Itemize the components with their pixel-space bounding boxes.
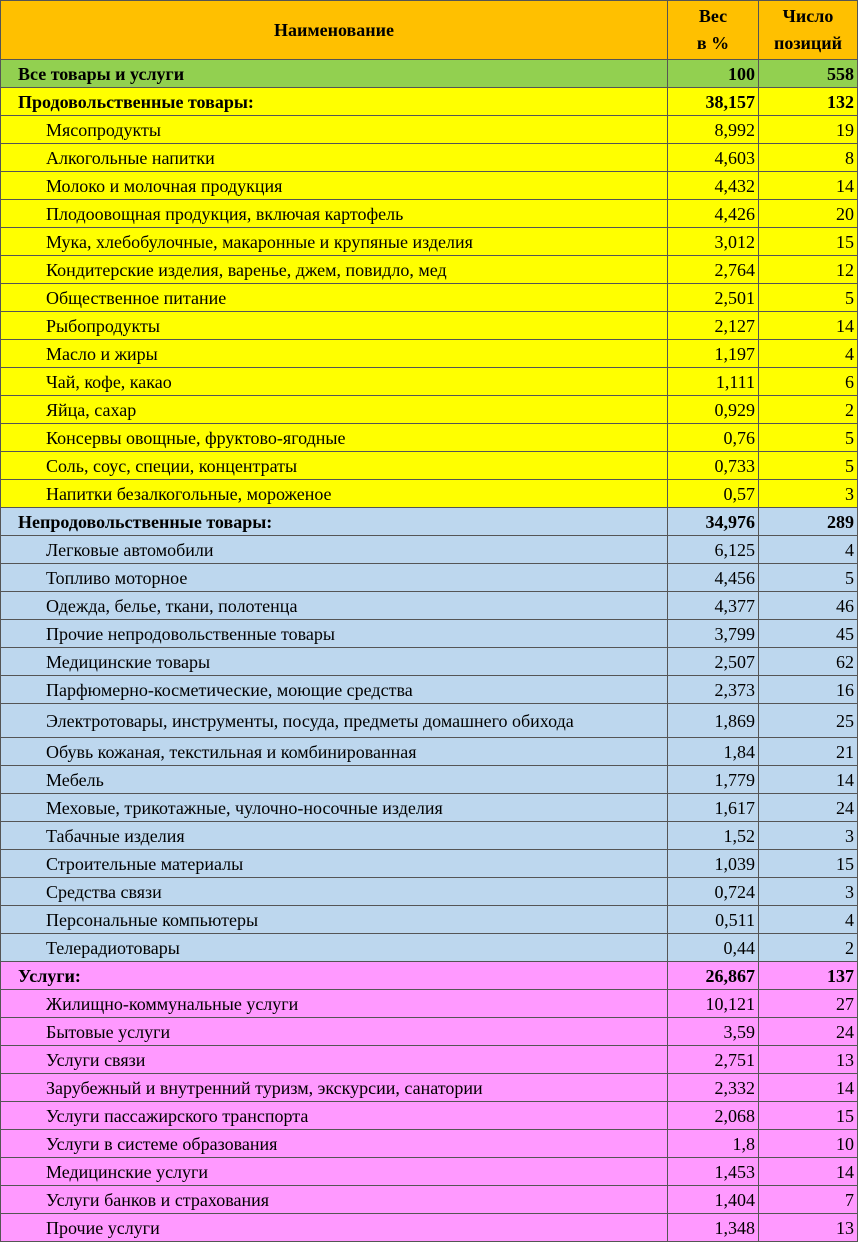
item-count: 13 <box>759 1046 858 1074</box>
header-weight-line2: в % <box>696 33 730 53</box>
item-name: Топливо моторное <box>1 564 668 592</box>
item-name: Соль, соус, специи, концентраты <box>1 452 668 480</box>
item-count: 16 <box>759 676 858 704</box>
item-name: Прочие услуги <box>1 1214 668 1242</box>
item-weight: 4,377 <box>668 592 759 620</box>
total-weight: 100 <box>668 60 759 88</box>
services-category-weight: 26,867 <box>668 962 759 990</box>
item-weight: 1,869 <box>668 704 759 738</box>
item-name: Телерадиотовары <box>1 934 668 962</box>
item-count: 8 <box>759 144 858 172</box>
item-weight: 4,603 <box>668 144 759 172</box>
item-name: Строительные материалы <box>1 850 668 878</box>
table-row <box>1 850 858 878</box>
item-count: 4 <box>759 906 858 934</box>
table-row <box>1 536 858 564</box>
item-count: 3 <box>759 878 858 906</box>
item-weight: 2,332 <box>668 1074 759 1102</box>
item-count: 6 <box>759 368 858 396</box>
table-row <box>1 1018 858 1046</box>
header-count <box>759 1 858 60</box>
item-name: Услуги связи <box>1 1046 668 1074</box>
services-category-count: 137 <box>759 962 858 990</box>
table-row <box>1 766 858 794</box>
total-row <box>1 60 858 88</box>
item-count: 5 <box>759 424 858 452</box>
table-row <box>1 704 858 738</box>
item-name: Консервы овощные, фруктово-ягодные <box>1 424 668 452</box>
table-row <box>1 424 858 452</box>
item-count: 62 <box>759 648 858 676</box>
item-count: 46 <box>759 592 858 620</box>
item-count: 24 <box>759 794 858 822</box>
table-row <box>1 1214 858 1242</box>
item-count: 13 <box>759 1214 858 1242</box>
nonfood-category-name: Непродовольственные товары: <box>1 508 668 536</box>
table-row <box>1 228 858 256</box>
item-count: 15 <box>759 228 858 256</box>
item-name: Парфюмерно-косметические, моющие средства <box>1 676 668 704</box>
item-name: Медицинские товары <box>1 648 668 676</box>
table-row <box>1 340 858 368</box>
item-weight: 1,348 <box>668 1214 759 1242</box>
table-row <box>1 1046 858 1074</box>
header-row <box>1 1 858 60</box>
item-weight: 1,197 <box>668 340 759 368</box>
item-count: 14 <box>759 1158 858 1186</box>
item-name: Зарубежный и внутренний туризм, экскурсии, санатории <box>1 1074 668 1102</box>
item-weight: 4,456 <box>668 564 759 592</box>
item-name: Плодоовощная продукция, включая картофель <box>1 200 668 228</box>
item-count: 7 <box>759 1186 858 1214</box>
item-name: Молоко и молочная продукция <box>1 172 668 200</box>
food-category-row <box>1 88 858 116</box>
item-weight: 2,068 <box>668 1102 759 1130</box>
table-row <box>1 676 858 704</box>
total-name: Все товары и услуги <box>1 60 668 88</box>
item-weight: 1,111 <box>668 368 759 396</box>
item-name: Легковые автомобили <box>1 536 668 564</box>
table-row <box>1 256 858 284</box>
table-row <box>1 284 858 312</box>
item-name: Прочие непродовольственные товары <box>1 620 668 648</box>
item-weight: 0,57 <box>668 480 759 508</box>
item-name: Общественное питание <box>1 284 668 312</box>
nonfood-category-weight: 34,976 <box>668 508 759 536</box>
item-name: Напитки безалкогольные, мороженое <box>1 480 668 508</box>
item-count: 15 <box>759 850 858 878</box>
header-weight <box>668 1 759 60</box>
item-name: Жилищно-коммунальные услуги <box>1 990 668 1018</box>
item-count: 27 <box>759 990 858 1018</box>
item-name: Одежда, белье, ткани, полотенца <box>1 592 668 620</box>
item-name: Кондитерские изделия, варенье, джем, повидло, мед <box>1 256 668 284</box>
table-row <box>1 1102 858 1130</box>
header-name: Наименование <box>1 1 668 60</box>
item-name: Медицинские услуги <box>1 1158 668 1186</box>
nonfood-category-row <box>1 508 858 536</box>
item-count: 10 <box>759 1130 858 1158</box>
table-row <box>1 906 858 934</box>
item-count: 2 <box>759 934 858 962</box>
item-count: 3 <box>759 480 858 508</box>
item-count: 5 <box>759 452 858 480</box>
item-count: 14 <box>759 172 858 200</box>
item-weight: 1,8 <box>668 1130 759 1158</box>
item-weight: 0,733 <box>668 452 759 480</box>
services-category-name: Услуги: <box>1 962 668 990</box>
item-name: Услуги пассажирского транспорта <box>1 1102 668 1130</box>
table-row <box>1 172 858 200</box>
item-count: 5 <box>759 284 858 312</box>
table-row <box>1 738 858 766</box>
table-row <box>1 990 858 1018</box>
food-category-name: Продовольственные товары: <box>1 88 668 116</box>
item-name: Чай, кофе, какао <box>1 368 668 396</box>
item-weight: 2,507 <box>668 648 759 676</box>
item-count: 14 <box>759 1074 858 1102</box>
item-count: 45 <box>759 620 858 648</box>
item-weight: 0,929 <box>668 396 759 424</box>
table-row <box>1 620 858 648</box>
item-name: Электротовары, инструменты, посуда, предметы домашнего обихода <box>1 704 668 738</box>
item-weight: 0,76 <box>668 424 759 452</box>
item-weight: 10,121 <box>668 990 759 1018</box>
header-weight-line1: Вес <box>698 6 728 26</box>
item-weight: 1,84 <box>668 738 759 766</box>
item-weight: 3,012 <box>668 228 759 256</box>
item-weight: 2,127 <box>668 312 759 340</box>
item-name: Бытовые услуги <box>1 1018 668 1046</box>
item-count: 5 <box>759 564 858 592</box>
item-name: Услуги банков и страхования <box>1 1186 668 1214</box>
item-name: Мебель <box>1 766 668 794</box>
item-name: Персональные компьютеры <box>1 906 668 934</box>
table-row <box>1 116 858 144</box>
item-name: Меховые, трикотажные, чулочно-носочные изделия <box>1 794 668 822</box>
item-name: Масло и жиры <box>1 340 668 368</box>
item-weight: 0,44 <box>668 934 759 962</box>
item-weight: 4,432 <box>668 172 759 200</box>
item-count: 4 <box>759 340 858 368</box>
item-count: 14 <box>759 766 858 794</box>
food-category-weight: 38,157 <box>668 88 759 116</box>
item-name: Услуги в системе образования <box>1 1130 668 1158</box>
table-row <box>1 1074 858 1102</box>
item-count: 24 <box>759 1018 858 1046</box>
table-row <box>1 396 858 424</box>
item-weight: 3,799 <box>668 620 759 648</box>
item-name: Алкогольные напитки <box>1 144 668 172</box>
item-count: 25 <box>759 704 858 738</box>
item-weight: 4,426 <box>668 200 759 228</box>
item-weight: 2,373 <box>668 676 759 704</box>
item-count: 4 <box>759 536 858 564</box>
table-row <box>1 368 858 396</box>
table-row <box>1 648 858 676</box>
item-count: 19 <box>759 116 858 144</box>
table-row <box>1 480 858 508</box>
table-row <box>1 1186 858 1214</box>
item-weight: 1,52 <box>668 822 759 850</box>
table-row <box>1 564 858 592</box>
table-row <box>1 1158 858 1186</box>
item-name: Обувь кожаная, текстильная и комбинированная <box>1 738 668 766</box>
item-weight: 3,59 <box>668 1018 759 1046</box>
table-row <box>1 452 858 480</box>
table-row <box>1 822 858 850</box>
nonfood-category-count: 289 <box>759 508 858 536</box>
table-row <box>1 592 858 620</box>
item-weight: 0,724 <box>668 878 759 906</box>
item-name: Средства связи <box>1 878 668 906</box>
item-weight: 2,751 <box>668 1046 759 1074</box>
item-weight: 1,404 <box>668 1186 759 1214</box>
item-name: Яйца, сахар <box>1 396 668 424</box>
item-weight: 0,511 <box>668 906 759 934</box>
item-count: 3 <box>759 822 858 850</box>
item-count: 15 <box>759 1102 858 1130</box>
item-name: Рыбопродукты <box>1 312 668 340</box>
item-count: 21 <box>759 738 858 766</box>
item-name: Табачные изделия <box>1 822 668 850</box>
item-weight: 1,617 <box>668 794 759 822</box>
item-weight: 2,501 <box>668 284 759 312</box>
item-weight: 1,039 <box>668 850 759 878</box>
item-weight: 8,992 <box>668 116 759 144</box>
item-count: 12 <box>759 256 858 284</box>
header-count-line1: Число <box>782 6 834 26</box>
item-name: Мука, хлебобулочные, макаронные и крупяные изделия <box>1 228 668 256</box>
table-row <box>1 794 858 822</box>
table-row <box>1 144 858 172</box>
item-weight: 6,125 <box>668 536 759 564</box>
item-name: Мясопродукты <box>1 116 668 144</box>
table-row <box>1 934 858 962</box>
table-row <box>1 200 858 228</box>
food-category-count: 132 <box>759 88 858 116</box>
item-weight: 1,779 <box>668 766 759 794</box>
table-row <box>1 878 858 906</box>
item-count: 14 <box>759 312 858 340</box>
table-row <box>1 1130 858 1158</box>
total-count: 558 <box>759 60 858 88</box>
header-count-line2: позиций <box>773 33 843 53</box>
table-row <box>1 312 858 340</box>
item-weight: 2,764 <box>668 256 759 284</box>
item-weight: 1,453 <box>668 1158 759 1186</box>
item-count: 2 <box>759 396 858 424</box>
services-category-row <box>1 962 858 990</box>
item-count: 20 <box>759 200 858 228</box>
